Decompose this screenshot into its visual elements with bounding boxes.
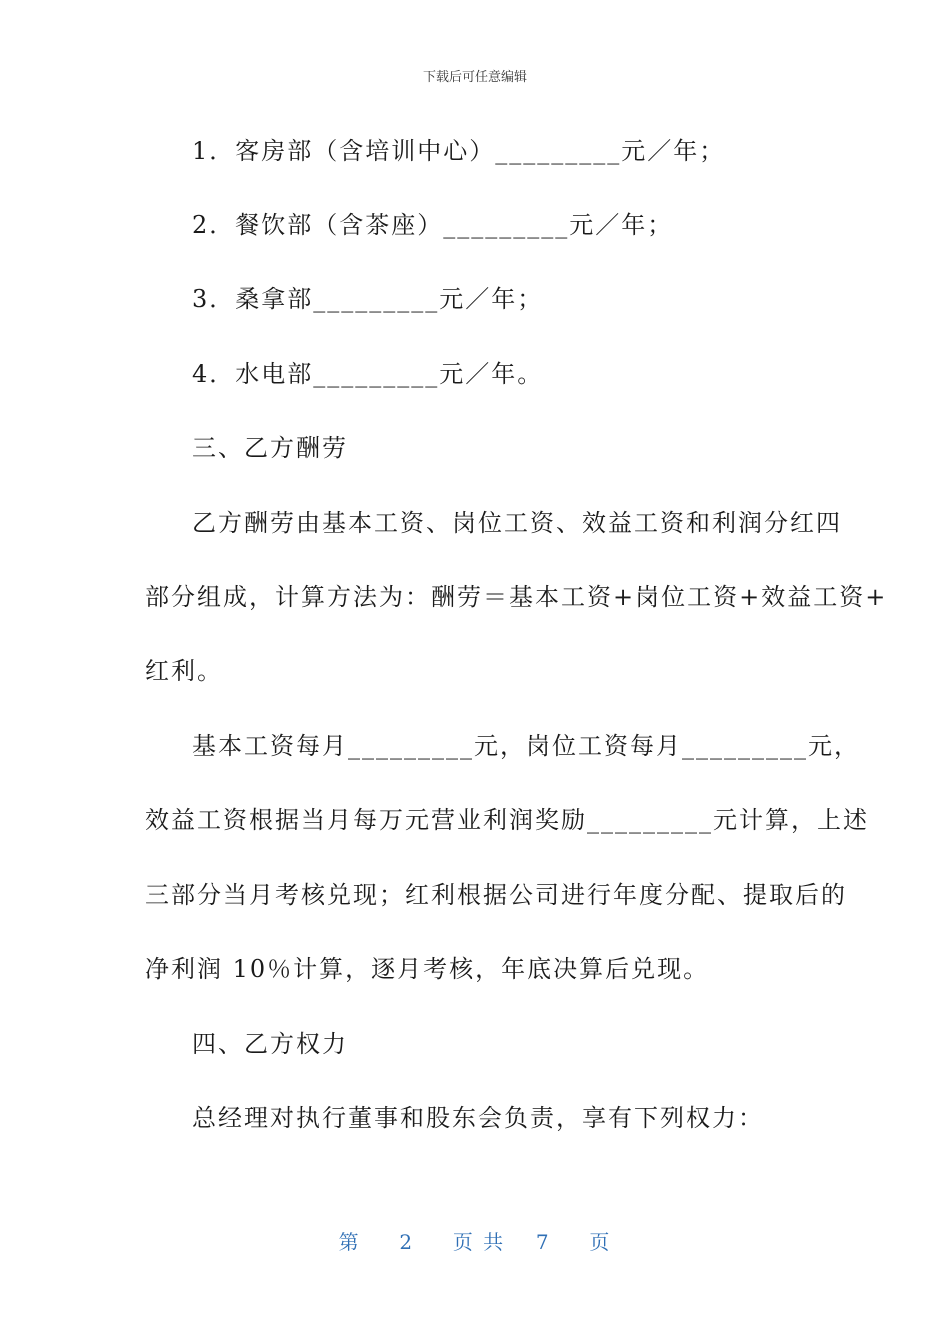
footer-total-pages: 7 bbox=[535, 1230, 551, 1254]
list-item-2: 2．餐饮部（含茶座）_________元／年； bbox=[192, 211, 674, 239]
paragraph-line: 三部分当月考核兑现；红利根据公司进行年度分配、提取后的 bbox=[145, 881, 847, 909]
footer-ye-gong: 页 共 bbox=[452, 1230, 506, 1254]
paragraph-line: 乙方酬劳由基本工资、岗位工资、效益工资和利润分红四 bbox=[192, 509, 842, 537]
list-item-1: 1．客房部（含培训中心）_________元／年； bbox=[192, 137, 726, 165]
list-item-3: 3．桑拿部_________元／年； bbox=[192, 285, 544, 313]
paragraph-line: 效益工资根据当月每万元营业利润奖励_________元计算，上述 bbox=[145, 806, 869, 834]
paragraph-line: 红利。 bbox=[145, 657, 223, 685]
footer-di: 第 bbox=[338, 1230, 361, 1254]
footer-page-number: 2 bbox=[399, 1230, 415, 1254]
list-item-4: 4．水电部_________元／年。 bbox=[192, 360, 544, 388]
paragraph-line: 总经理对执行董事和股东会负责，享有下列权力： bbox=[192, 1104, 764, 1132]
section-heading-3: 三、乙方酬劳 bbox=[192, 434, 348, 462]
footer-ye: 页 bbox=[589, 1230, 612, 1254]
paragraph-line: 基本工资每月_________元，岗位工资每月_________元， bbox=[192, 732, 860, 760]
paragraph-line: 部分组成，计算方法为：酬劳＝基本工资+岗位工资+效益工资+ bbox=[145, 583, 888, 611]
section-heading-4: 四、乙方权力 bbox=[192, 1030, 348, 1058]
page-footer bbox=[0, 1226, 950, 1255]
header-note: 下载后可任意编辑 bbox=[422, 70, 527, 85]
paragraph-line: 净利润 10％计算，逐月考核，年底决算后兑现。 bbox=[145, 955, 710, 983]
